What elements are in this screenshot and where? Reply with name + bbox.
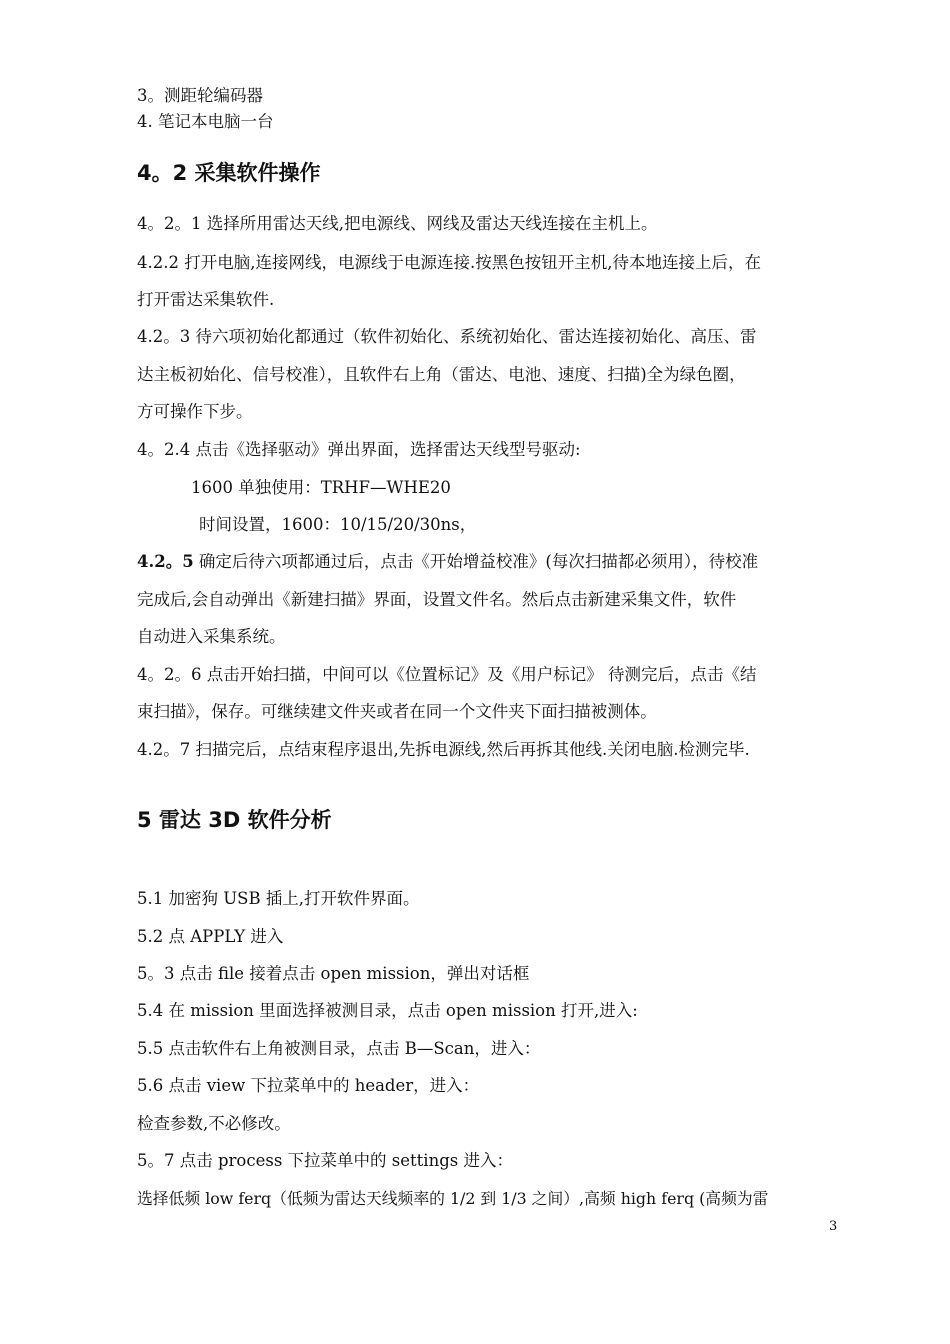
text-line: 5.6 点击 view 下拉菜单中的 header，进入： [137, 1076, 480, 1095]
text-line: 4.2。3 待六项初始化都通过（软件初始化、系统初始化、雷达连接初始化、高压、雷 [137, 327, 757, 346]
text-line: 方可操作下步。 [137, 402, 253, 421]
text-line: 5.4 在 mission 里面选择被测目录，点击 open mission 打开,进入: [137, 1001, 638, 1020]
text-line: 检查参数,不必修改。 [137, 1114, 291, 1133]
text-line: 1600 单独使用：TRHF—WHE20 [191, 478, 451, 497]
text-line: 4. 笔记本电脑一台 [137, 112, 274, 131]
text-line [137, 551, 758, 573]
text-line: 束扫描》，保存。可继续建文件夹或者在同一个文件夹下面扫描被测体。 [137, 702, 657, 721]
text-line: 时间设置，1600：10/15/20/30ns， [199, 515, 477, 534]
text-line: 自动进入采集系统。 [137, 627, 286, 646]
text-line: 打开雷达采集软件. [137, 290, 275, 309]
page-number: 3 [829, 1219, 838, 1234]
section-heading: 5 雷达 3D 软件分析 [137, 808, 332, 832]
text-line: 3。测距轮编码器 [137, 86, 263, 105]
text-line: 5。3 点击 file 接着点击 open mission，弹出对话框 [137, 964, 530, 983]
section-heading: 4。2 采集软件操作 [137, 161, 321, 185]
text-line: 5.5 点击软件右上角被测目录，点击 B—Scan，进入： [137, 1039, 541, 1058]
text-line: 4。2.4 点击《选择驱动》弹出界面，选择雷达天线型号驱动: [137, 440, 581, 459]
text-line: 5.1 加密狗 USB 插上,打开软件界面。 [137, 889, 420, 908]
text-line: 4.2。7 扫描完后，点结束程序退出,先拆电源线,然后再拆其他线.关闭电脑.检测完毕. [137, 740, 750, 759]
text-line: 完成后,会自动弹出《新建扫描》界面，设置文件名。然后点击新建采集文件，软件 [137, 590, 737, 609]
text-line: 5。7 点击 process 下拉菜单中的 settings 进入： [137, 1151, 513, 1170]
text-line: 4。2。1 选择所用雷达天线,把电源线、网线及雷达天线连接在主机上。 [137, 214, 658, 233]
text-line: 达主板初始化、信号校准），且软件右上角（雷达、电池、速度、扫描)全为绿色圈， [137, 365, 746, 384]
text-line: 4.2.2 打开电脑,连接网线，电源线于电源连接.按黑色按钮开主机,待本地连接上后，在 [137, 253, 761, 272]
bold-number: 4.2。5 [137, 552, 194, 571]
text-run: 确定后待六项都通过后，点击《开始增益校准》(每次扫描都必须用），待校准 [193, 552, 759, 571]
text-line: 4。2。6 点击开始扫描，中间可以《位置标记》及《用户标记》 待测完后，点击《结 [137, 665, 757, 684]
text-line: 选择低频 low ferq（低频为雷达天线频率的 1/2 到 1/3 之间）,高频 high ferq (高频为雷 [137, 1189, 769, 1208]
text-line: 5.2 点 APPLY 进入 [137, 927, 284, 946]
